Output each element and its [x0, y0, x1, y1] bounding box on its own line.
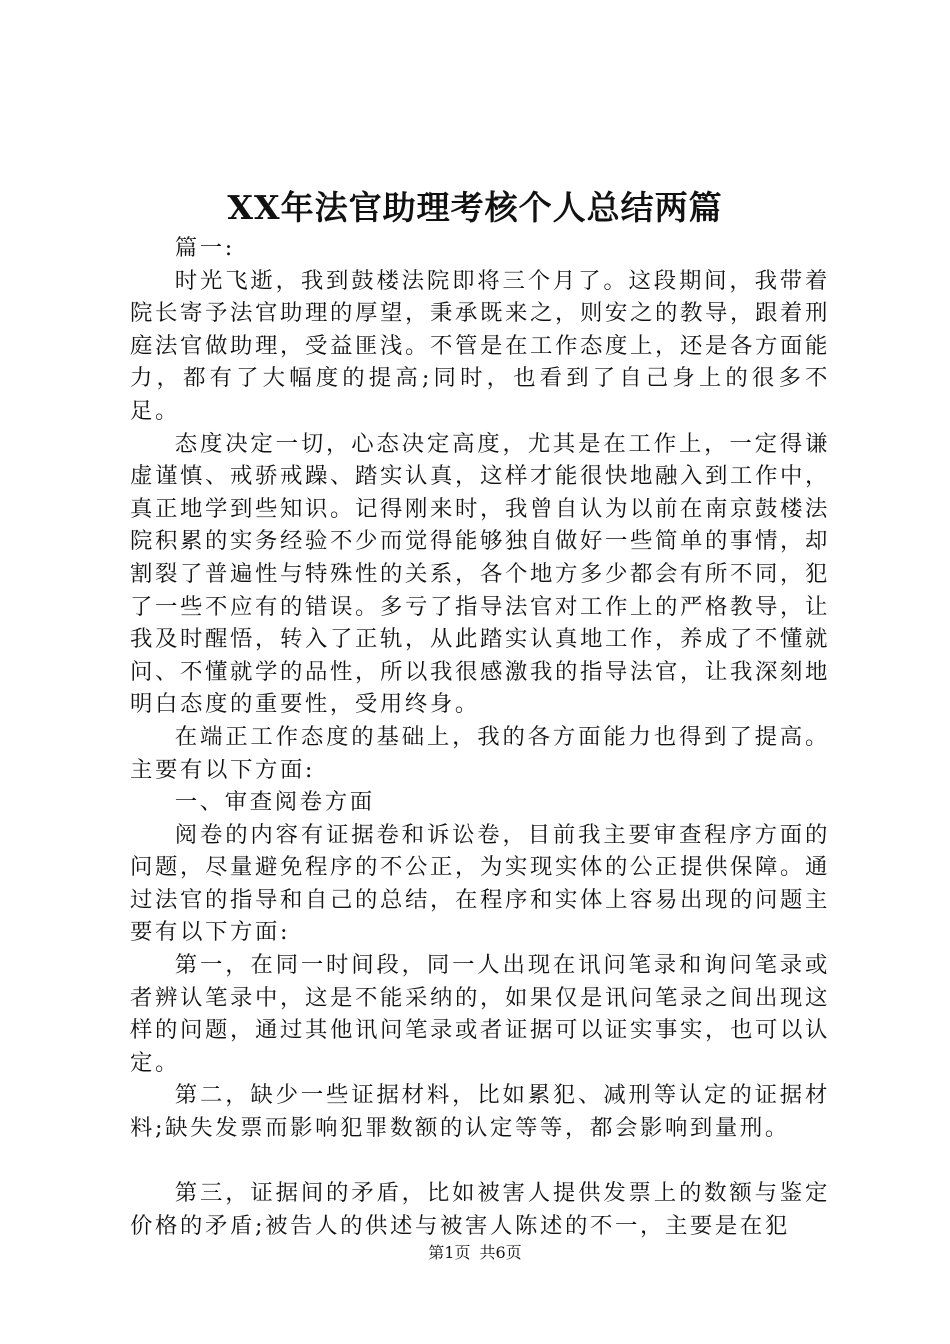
paragraph: 时光飞逝，我到鼓楼法院即将三个月了。这段期间，我带着院长寄予法官助理的厚望，秉承既来之，则安之的教导，跟着刑庭法官做助理，受益匪浅。不管是在工作态度上，还是各方面能力，都有了大幅度的提高;同时，也看到了自己身上的很多不足。	[130, 267, 830, 424]
document-title: XX年法官助理考核个人总结两篇	[227, 188, 723, 227]
section-heading: 一、审查阅卷方面	[174, 789, 375, 816]
paragraph: 在端正工作态度的基础上，我的各方面能力也得到了提高。主要有以下方面:	[130, 723, 830, 783]
paragraph: 态度决定一切，心态决定高度，尤其是在工作上，一定得谦虚谨慎、戒骄戒躁、踏实认真，这样才能很快地融入到工作中，真正地学到些知识。记得刚来时，我曾自认为以前在南京鼓楼法院积累的实务经验不少而觉得能够独自做好一些简单的事情，却割裂了普遍性与特殊性的关系，各个地方多少都会有所不同，犯了一些不应有的错误。多亏了指导法官对工作上的严格教导，让我及时醒悟，转入了正轨，从此踏实认真地工作，养成了不懂就问、不懂就学的品性，所以我很感激我的指导法官，让我深刻地明白态度的重要性，受用终身。	[130, 430, 830, 718]
paragraph: 第一，在同一时间段，同一人出现在讯问笔录和询问笔录或者辨认笔录中，这是不能采纳的，如果仅是讯问笔录之间出现这样的问题，通过其他讯问笔录或者证据可以证实事实，也可以认定。	[130, 952, 830, 1076]
page-number: 第1页	[428, 1243, 471, 1262]
page-footer	[0, 1242, 950, 1264]
paragraph: 第二，缺少一些证据材料，比如累犯、减刑等认定的证据材料;缺失发票而影响犯罪数额的认定等等，都会影响到量刑。	[130, 1082, 830, 1142]
paragraph: 阅卷的内容有证据卷和诉讼卷，目前我主要审查程序方面的问题，尽量避免程序的不公正，为实现实体的公正提供保障。通过法官的指导和自己的总结，在程序和实体上容易出现的问题主要有以下方面:	[130, 821, 830, 946]
document-body	[130, 232, 830, 1242]
section-heading: 篇一:	[174, 235, 235, 261]
page-total: 共6页	[479, 1243, 522, 1262]
paragraph: 第三，证据间的矛盾，比如被害人提供发票上的数额与鉴定价格的矛盾;被告人的供述与被害人陈述的不一，主要是在犯	[130, 1180, 830, 1239]
